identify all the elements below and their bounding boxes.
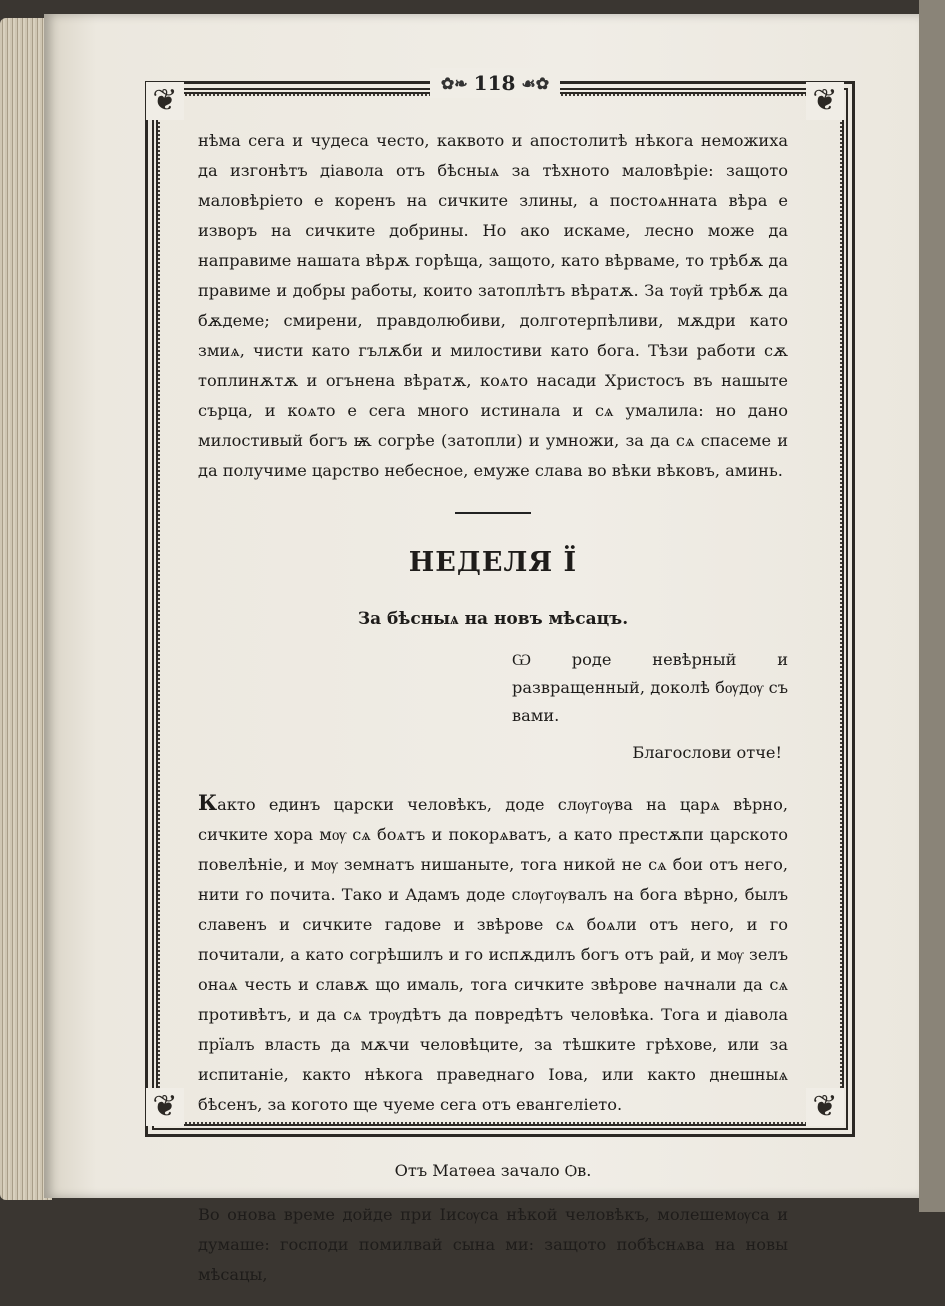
paragraph-1: нѣма сега и чудеса често, каквото и апостолитѣ нѣкога неможиха да изгонѣтъ діавола отъ бѣсныѧ за тѣхното маловѣріе: защото маловѣріето е коренъ на сичките злины, а постоѧнната вѣра е изворъ на сичките добрины. Но ако искаме, лесно може да направиме нашата вѣрѫ горѣща, защото, като вѣрваме, то трѣбѫ да правиме и добры работы, които затоплѣтъ вѣратѫ. За тѹй трѣбѫ да бѫдеме; смирени, правдолюбиви, долготерпѣливи, мѫдри като змиѧ, чисти като гълѫби и милостиви като бога. Тѣзи работи сѫ топлинѫтѫ и огънена вѣратѫ, коѧто насади Христосъ въ нашыте сърца, и коѧто е сега много истинала и сѧ умалила: но дано милостивый богъ ѭ согрѣе (затопли) и умножи, за да сѧ спасеме и да получиме царство небесное, емуже слава во вѣки вѣковъ, аминь.	[198, 131, 788, 480]
right-background	[919, 0, 945, 1212]
blessing-line: Благослови отче!	[632, 743, 782, 762]
paragraph-2-text: акто единъ царски человѣкъ, доде слѹгѹва на царѧ вѣрно, сичките хора мѹ сѧ боѧтъ и покорѧватъ, а като престѫпи царското повелѣніе, и мѹ земнатъ нишаныте, тога никой не сѧ бои отъ него, нити го почита. Тако и Адамъ доде слѹгѹвалъ на бога вѣрно, былъ славенъ и сичките гадове и звѣрове сѧ боѧли отъ него, и го почитали, а като согрѣшилъ и го испѫдилъ богъ отъ рай, и мѹ зелъ онаѧ честь и славѫ що ималь, тога сичките звѣрове начнали да сѧ противѣтъ, и да сѧ трѹдѣтъ да повредѣтъ человѣка. Тога и діавола прїалъ власть да мѫчи человѣците, за тѣшките грѣхове, или за испитаніе, както нѣкога праведнагo Іова, или както днешныѧ бѣсенъ, за когото ще чуеме сега отъ евангеліето.	[198, 795, 788, 1114]
corner-ornament-icon: ❦	[806, 1088, 844, 1126]
header-ornament-right-icon: ☙✿	[521, 73, 550, 93]
drop-cap: К	[198, 790, 218, 815]
corner-ornament-icon: ❦	[146, 82, 184, 120]
section-heading: НЕДЕЛЯ Ї	[408, 547, 578, 578]
section-divider	[455, 512, 531, 514]
page-number: 118	[473, 71, 516, 95]
paragraph-3: Во онова време дойде при Іисѹса нѣкой человѣкъ, молешемѹса и думаше: господи помилвай сына ми: защото побѣснѧва на новы мѣсацы,	[198, 1205, 788, 1284]
paragraph-2	[198, 788, 788, 1120]
page-content	[198, 126, 788, 1306]
epigraph: Ѡ роде невѣрный и развращенный, доколѣ бѹдѹ съ вами.	[512, 650, 788, 725]
header-ornament-left-icon: ✿❧	[440, 73, 468, 93]
page-header	[430, 68, 560, 98]
section-subheading: За бѣсныѧ на новъ мѣсацъ.	[357, 609, 629, 629]
corner-ornament-icon: ❦	[146, 1088, 184, 1126]
corner-ornament-icon: ❦	[806, 82, 844, 120]
gospel-reading-title: Отъ Матѳеа зачало Ѻв.	[394, 1161, 592, 1180]
